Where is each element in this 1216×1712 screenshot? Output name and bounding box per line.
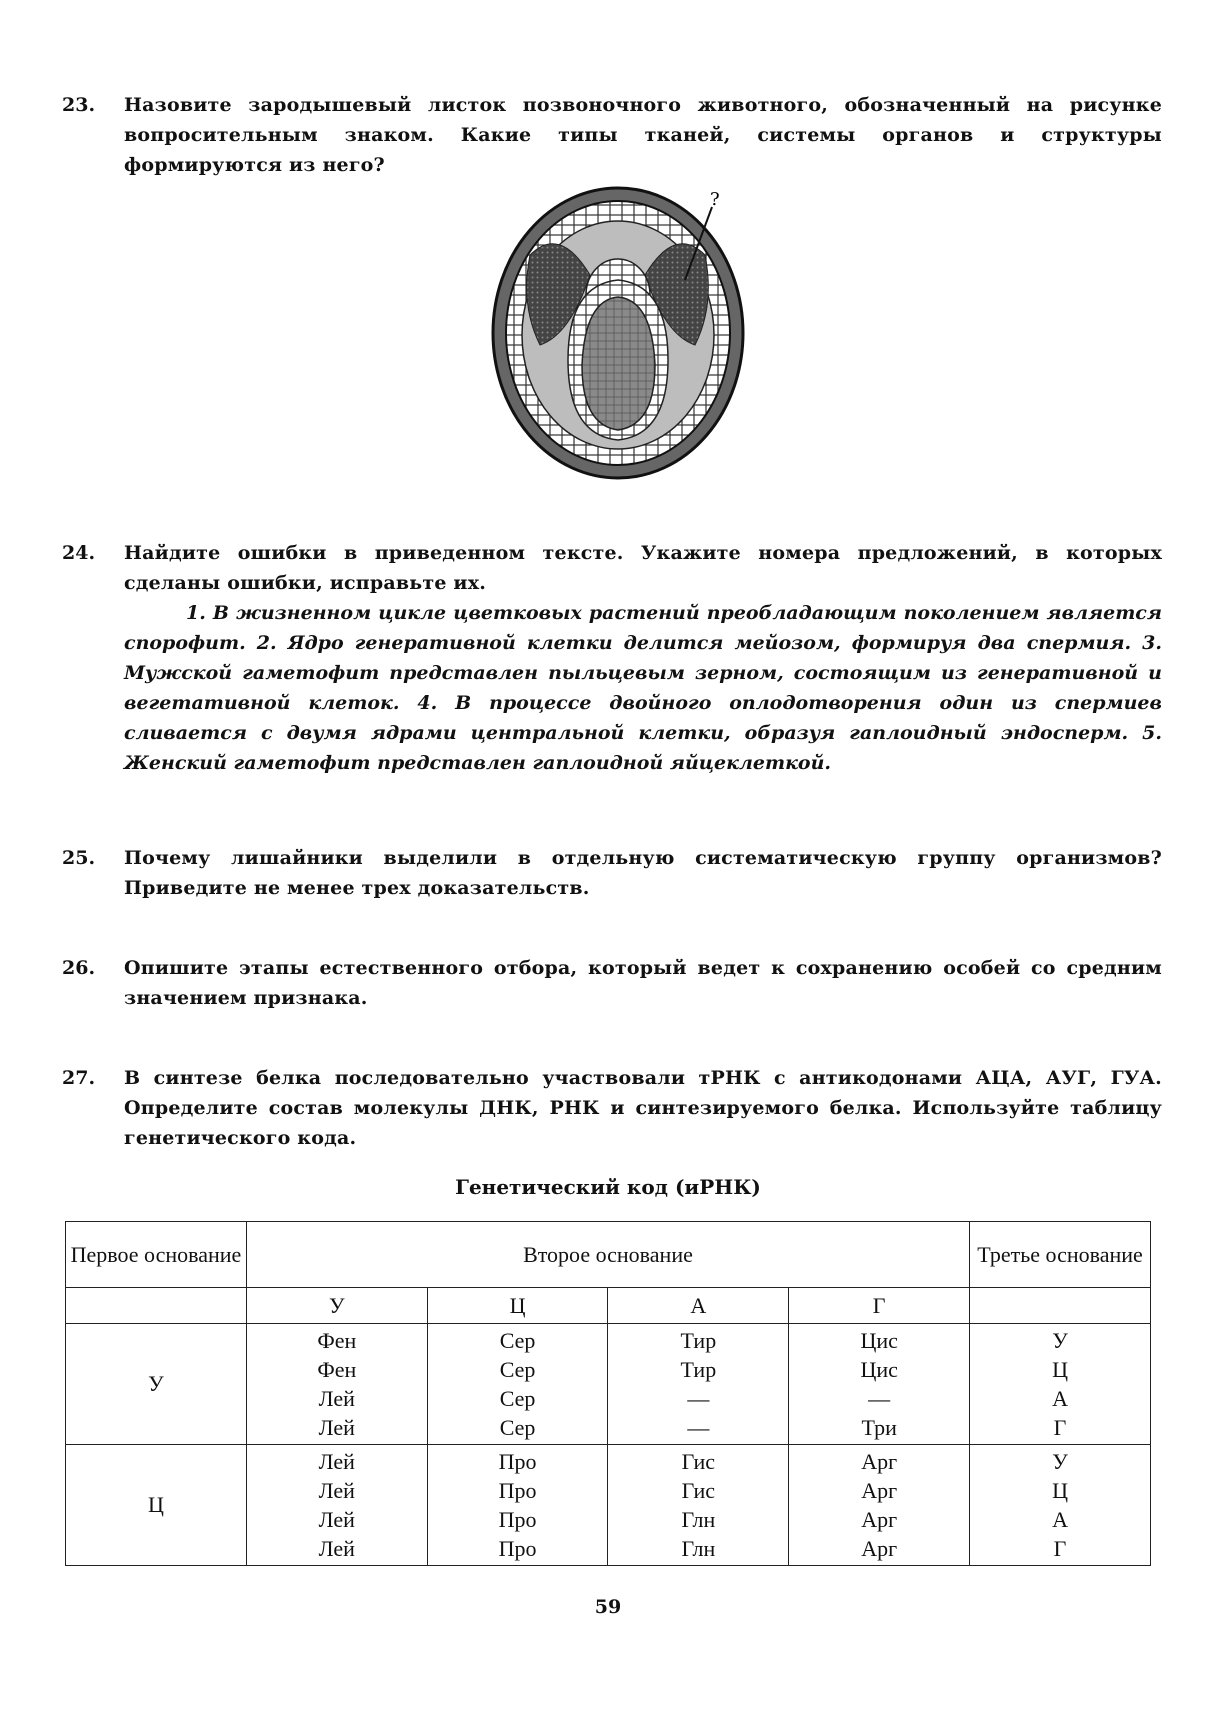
amino-acid: —	[868, 1386, 891, 1411]
task-25	[62, 843, 1162, 903]
second-base-label: А	[608, 1288, 789, 1324]
task-text: Опишите этапы естественного отбора, который ведет к сохранению особей со средним значением признака.	[124, 957, 1162, 1009]
amino-acid-cell	[427, 1324, 608, 1445]
amino-acid: Арг	[861, 1478, 898, 1503]
amino-acid: Глн	[681, 1507, 716, 1532]
page-number: 59	[594, 1596, 622, 1618]
amino-acid: Арг	[861, 1536, 898, 1561]
third-base: Ц	[1052, 1357, 1068, 1382]
header-second-base: Второе основание	[246, 1222, 969, 1288]
amino-acid: Про	[498, 1536, 537, 1561]
amino-acid: —	[687, 1386, 710, 1411]
amino-acid-cell	[608, 1445, 789, 1566]
amino-acid: Арг	[861, 1449, 898, 1474]
amino-acid-cell	[789, 1324, 970, 1445]
second-base-label: У	[246, 1288, 427, 1324]
second-base-label: Г	[789, 1288, 970, 1324]
third-base: У	[1052, 1328, 1068, 1353]
amino-acid: —	[687, 1415, 710, 1440]
amino-acid: Гис	[681, 1478, 716, 1503]
task-24	[62, 538, 1162, 778]
amino-acid-cell	[246, 1445, 427, 1566]
task-number: 25.	[62, 847, 96, 869]
task-number: 27.	[62, 1067, 96, 1089]
amino-acid: Лей	[318, 1449, 355, 1474]
task-text: Найдите ошибки в приведенном тексте. Укажите номера предложений, в которых сделаны ошибки, исправьте их.	[124, 542, 1162, 594]
task-number: 23.	[62, 94, 96, 116]
third-base-cell	[970, 1324, 1151, 1445]
amino-acid: Лей	[318, 1478, 355, 1503]
task-number: 24.	[62, 542, 96, 564]
amino-acid-cell	[427, 1445, 608, 1566]
task-text: В синтезе белка последовательно участвовали тРНК с антикодонами АЦА, АУГ, ГУА. Определите состав молекулы ДНК, РНК и синтезируемого белка. Используйте таблицу генетического кода.	[124, 1067, 1162, 1149]
amino-acid-cell	[608, 1324, 789, 1445]
header-empty	[970, 1288, 1151, 1324]
amino-acid: Лей	[318, 1536, 355, 1561]
amino-acid: Цис	[860, 1328, 898, 1353]
question-mark-label: ?	[710, 189, 720, 210]
task-text: Почему лишайники выделили в отдельную систематическую группу организмов? Приведите не менее трех доказательств.	[124, 847, 1162, 899]
task-27	[62, 1063, 1162, 1153]
third-base-cell	[970, 1445, 1151, 1566]
third-base: Г	[1053, 1415, 1067, 1440]
first-base-cell: У	[66, 1324, 247, 1445]
third-base: А	[1052, 1386, 1068, 1411]
embryo-illustration	[490, 185, 790, 485]
third-base: Г	[1053, 1536, 1067, 1561]
amino-acid: Сер	[499, 1328, 536, 1353]
amino-acid: Лей	[318, 1415, 355, 1440]
amino-acid: Глн	[681, 1536, 716, 1561]
third-base: У	[1052, 1449, 1068, 1474]
table-title: Генетический код (иРНК)	[455, 1175, 761, 1199]
amino-acid: Три	[861, 1415, 897, 1440]
amino-acid: Лей	[318, 1386, 355, 1411]
amino-acid-cell	[789, 1445, 970, 1566]
amino-acid: Сер	[499, 1386, 536, 1411]
genetic-code-table	[65, 1221, 1151, 1566]
task-text: Назовите зародышевый листок позвоночного животного, обозначенный на рисунке вопросительным знаком. Какие типы тканей, системы органов и структуры формируются из него?	[124, 94, 1162, 176]
amino-acid: Арг	[861, 1507, 898, 1532]
header-third-base: Третье основание	[970, 1222, 1151, 1288]
amino-acid: Фен	[317, 1357, 357, 1382]
amino-acid: Сер	[499, 1415, 536, 1440]
third-base: А	[1052, 1507, 1068, 1532]
second-base-label: Ц	[427, 1288, 608, 1324]
amino-acid: Про	[498, 1478, 537, 1503]
first-base-cell: Ц	[66, 1445, 247, 1566]
amino-acid: Тир	[680, 1357, 717, 1382]
amino-acid: Про	[498, 1449, 537, 1474]
amino-acid-cell	[246, 1324, 427, 1445]
third-base: Ц	[1052, 1478, 1068, 1503]
header-first-base: Первое основание	[66, 1222, 247, 1288]
amino-acid: Лей	[318, 1507, 355, 1532]
task-23	[62, 90, 1162, 180]
amino-acid: Гис	[681, 1449, 716, 1474]
task-26	[62, 953, 1162, 1013]
amino-acid: Цис	[860, 1357, 898, 1382]
task-quote: 1. В жизненном цикле цветковых растений преобладающим поколением является спорофит. 2. Ядро генеративной клетки делится мейозом, формируя два спермия. 3. Мужской гаметофит представлен пыльцевым зерном, состоящим из генеративной и вегетативной клеток. 4. В процессе двойного оплодотворения один из спермиев сливается с двумя ядрами центральной клетки, образуя гаплоидный эндосперм. 5. Женский гаметофит представлен гаплоидной яйцеклеткой.	[124, 602, 1162, 774]
table-row	[66, 1445, 1151, 1566]
amino-acid: Тир	[680, 1328, 717, 1353]
task-number: 26.	[62, 957, 96, 979]
table-row	[66, 1324, 1151, 1445]
header-empty	[66, 1288, 247, 1324]
amino-acid: Сер	[499, 1357, 536, 1382]
amino-acid: Фен	[317, 1328, 357, 1353]
amino-acid: Про	[498, 1507, 537, 1532]
